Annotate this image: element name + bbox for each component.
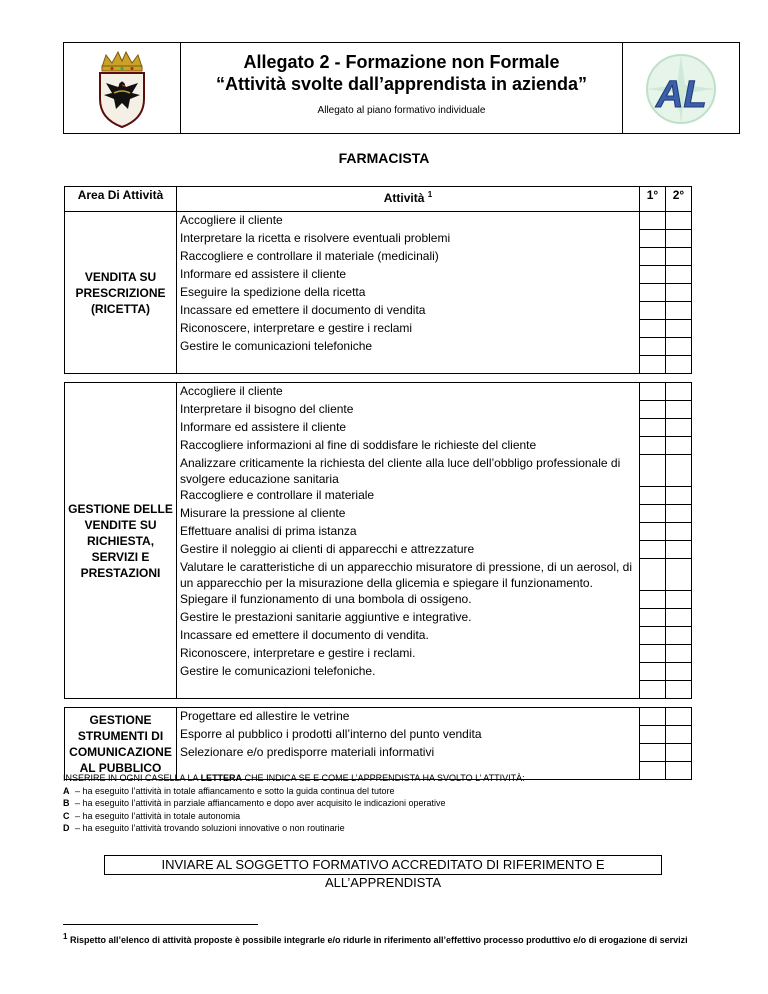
activity-cell bbox=[177, 681, 640, 699]
second-year-cell[interactable] bbox=[666, 487, 692, 505]
legend-item: D – ha eseguito l’attività trovando soluzioni innovative o non routinarie bbox=[63, 823, 345, 833]
second-year-cell[interactable] bbox=[666, 708, 692, 726]
table-row bbox=[65, 383, 692, 401]
first-year-cell[interactable] bbox=[640, 744, 666, 762]
first-year-cell[interactable] bbox=[640, 356, 666, 374]
header-right-logo-cell bbox=[622, 43, 739, 133]
first-year-cell[interactable] bbox=[640, 591, 666, 609]
table-row bbox=[65, 212, 692, 230]
activity-cell bbox=[177, 356, 640, 374]
second-year-cell[interactable] bbox=[666, 681, 692, 699]
activity-cell: Interpretare il bisogno del cliente bbox=[177, 401, 640, 419]
activity-cell: Informare ed assistere il cliente bbox=[177, 266, 640, 284]
second-year-cell[interactable] bbox=[666, 302, 692, 320]
al-logo-text: AL bbox=[656, 74, 707, 116]
header-title-line1: Allegato 2 - Formazione non Formale bbox=[243, 52, 560, 72]
first-year-cell[interactable] bbox=[640, 383, 666, 401]
first-year-cell[interactable] bbox=[640, 505, 666, 523]
second-year-cell[interactable] bbox=[666, 627, 692, 645]
first-year-cell[interactable] bbox=[640, 681, 666, 699]
second-year-cell[interactable] bbox=[666, 230, 692, 248]
activity-cell: Gestire il noleggio ai clienti di apparecchi e attrezzature bbox=[177, 541, 640, 559]
activity-cell: Spiegare il funzionamento di una bombola di ossigeno. bbox=[177, 591, 640, 609]
second-year-cell[interactable] bbox=[666, 338, 692, 356]
activity-cell: Gestire le comunicazioni telefoniche. bbox=[177, 663, 640, 681]
activity-cell: Interpretare la ricetta e risolvere eventuali problemi bbox=[177, 230, 640, 248]
second-year-cell[interactable] bbox=[666, 212, 692, 230]
legend-item: C – ha eseguito l’attività in totale autonomia bbox=[63, 810, 241, 821]
coat-of-arms-icon bbox=[92, 49, 152, 129]
first-year-cell[interactable] bbox=[640, 487, 666, 505]
first-year-cell[interactable] bbox=[640, 645, 666, 663]
second-year-cell[interactable] bbox=[666, 401, 692, 419]
activity-cell: Gestire le prestazioni sanitarie aggiuntive e integrative. bbox=[177, 609, 640, 627]
activity-cell: Valutare le caratteristiche di un apparecchio misuratore di pressione, di un aerosol, di un apparecchio per la misurazione della glicemia e spiegare il funzionamento. bbox=[177, 559, 640, 591]
first-year-cell[interactable] bbox=[640, 338, 666, 356]
activity-cell: Incassare ed emettere il documento di vendita bbox=[177, 302, 640, 320]
second-year-cell[interactable] bbox=[666, 559, 692, 591]
second-year-cell[interactable] bbox=[666, 645, 692, 663]
footnote-divider bbox=[63, 924, 258, 925]
header-subtitle: Allegato al piano formativo individuale bbox=[317, 105, 486, 116]
area-cell: GESTIONE STRUMENTI DI COMUNICAZIONE AL PUBBLICO bbox=[65, 708, 177, 780]
first-year-cell[interactable] bbox=[640, 523, 666, 541]
activity-cell: Raccogliere e controllare il materiale (medicinali) bbox=[177, 248, 640, 266]
first-year-cell[interactable] bbox=[640, 663, 666, 681]
header-area: Area Di Attività bbox=[65, 187, 177, 212]
first-year-cell[interactable] bbox=[640, 212, 666, 230]
second-year-cell[interactable] bbox=[666, 541, 692, 559]
activity-cell: Analizzare criticamente la richiesta del cliente alla luce dell’obbligo professionale di svolgere educazione sanitaria bbox=[177, 455, 640, 487]
activity-cell: Misurare la pressione al cliente bbox=[177, 505, 640, 523]
activity-cell: Riconoscere, interpretare e gestire i reclami. bbox=[177, 645, 640, 663]
footnote: 1 Rispetto all’elenco di attività proposte è possibile integrarle e/o ridurle in riferimento all’effettivo processo produttivo e/o di erogazione di servizi bbox=[63, 932, 688, 945]
second-year-cell[interactable] bbox=[666, 505, 692, 523]
first-year-cell[interactable] bbox=[640, 302, 666, 320]
header-first: 1° bbox=[640, 187, 666, 212]
legend bbox=[63, 772, 743, 835]
table-header-row bbox=[65, 187, 692, 212]
second-year-cell[interactable] bbox=[666, 383, 692, 401]
activity-cell: Accogliere il cliente bbox=[177, 212, 640, 230]
second-year-cell[interactable] bbox=[666, 726, 692, 744]
send-notice: INVIARE AL SOGGETTO FORMATIVO ACCREDITATO DI RIFERIMENTO E ALL’APPRENDISTA bbox=[104, 855, 662, 875]
second-year-cell[interactable] bbox=[666, 284, 692, 302]
first-year-cell[interactable] bbox=[640, 627, 666, 645]
first-year-cell[interactable] bbox=[640, 455, 666, 487]
activity-cell: Effettuare analisi di prima istanza bbox=[177, 523, 640, 541]
activity-cell: Raccogliere e controllare il materiale bbox=[177, 487, 640, 505]
header-left-logo-cell bbox=[64, 43, 181, 133]
first-year-cell[interactable] bbox=[640, 609, 666, 627]
al-logo-icon bbox=[641, 49, 721, 129]
document-header bbox=[63, 42, 740, 134]
second-year-cell[interactable] bbox=[666, 523, 692, 541]
first-year-cell[interactable] bbox=[640, 284, 666, 302]
document-title: FARMACISTA bbox=[338, 150, 430, 166]
activity-cell: Selezionare e/o predisporre materiali informativi bbox=[177, 744, 640, 762]
second-year-cell[interactable] bbox=[666, 320, 692, 338]
activity-cell: Riconoscere, interpretare e gestire i reclami bbox=[177, 320, 640, 338]
second-year-cell[interactable] bbox=[666, 591, 692, 609]
activities-table bbox=[64, 186, 692, 780]
activity-cell: Incassare ed emettere il documento di vendita. bbox=[177, 627, 640, 645]
second-year-cell[interactable] bbox=[666, 663, 692, 681]
legend-item: A – ha eseguito l’attività in totale affiancamento e sotto la guida continua del tutore bbox=[63, 785, 395, 796]
first-year-cell[interactable] bbox=[640, 230, 666, 248]
second-year-cell[interactable] bbox=[666, 356, 692, 374]
first-year-cell[interactable] bbox=[640, 708, 666, 726]
section-spacer bbox=[65, 699, 692, 708]
activity-cell: Informare ed assistere il cliente bbox=[177, 419, 640, 437]
first-year-cell[interactable] bbox=[640, 541, 666, 559]
first-year-cell[interactable] bbox=[640, 437, 666, 455]
table-row bbox=[65, 708, 692, 726]
header-second: 2° bbox=[666, 187, 692, 212]
second-year-cell[interactable] bbox=[666, 248, 692, 266]
second-year-cell[interactable] bbox=[666, 609, 692, 627]
first-year-cell[interactable] bbox=[640, 248, 666, 266]
header-title-cell bbox=[180, 43, 623, 133]
header-title-line2: “Attività svolte dall’apprendista in azienda” bbox=[215, 74, 588, 94]
second-year-cell[interactable] bbox=[666, 437, 692, 455]
section-spacer bbox=[65, 374, 692, 383]
first-year-cell[interactable] bbox=[640, 419, 666, 437]
activity-cell: Progettare ed allestire le vetrine bbox=[177, 708, 640, 726]
header-activity: Attività $^1$ bbox=[177, 187, 640, 212]
first-year-cell[interactable] bbox=[640, 559, 666, 591]
activity-cell: Esporre al pubblico i prodotti all’interno del punto vendita bbox=[177, 726, 640, 744]
first-year-cell[interactable] bbox=[640, 266, 666, 284]
area-cell: VENDITA SU PRESCRIZIONE (RICETTA) bbox=[65, 212, 177, 374]
first-year-cell[interactable] bbox=[640, 320, 666, 338]
activity-cell: Accogliere il cliente bbox=[177, 383, 640, 401]
activity-cell: Eseguire la spedizione della ricetta bbox=[177, 284, 640, 302]
legend-intro: INSERIRE IN OGNI CASELLA LA LETTERA CHE INDICA SE E COME L’APPRENDISTA HA SVOLTO L’ ATTIVITÀ: bbox=[63, 773, 525, 783]
area-cell: GESTIONE DELLE VENDITE SU RICHIESTA, SERVIZI E PRESTAZIONI bbox=[65, 383, 177, 699]
second-year-cell[interactable] bbox=[666, 266, 692, 284]
second-year-cell[interactable] bbox=[666, 744, 692, 762]
first-year-cell[interactable] bbox=[640, 401, 666, 419]
second-year-cell[interactable] bbox=[666, 455, 692, 487]
second-year-cell[interactable] bbox=[666, 419, 692, 437]
activity-cell: Raccogliere informazioni al fine di soddisfare le richieste del cliente bbox=[177, 437, 640, 455]
activity-cell: Gestire le comunicazioni telefoniche bbox=[177, 338, 640, 356]
legend-item: B – ha eseguito l’attività in parziale affiancamento e dopo aver acquisito le indicazioni operative bbox=[63, 798, 446, 808]
first-year-cell[interactable] bbox=[640, 726, 666, 744]
